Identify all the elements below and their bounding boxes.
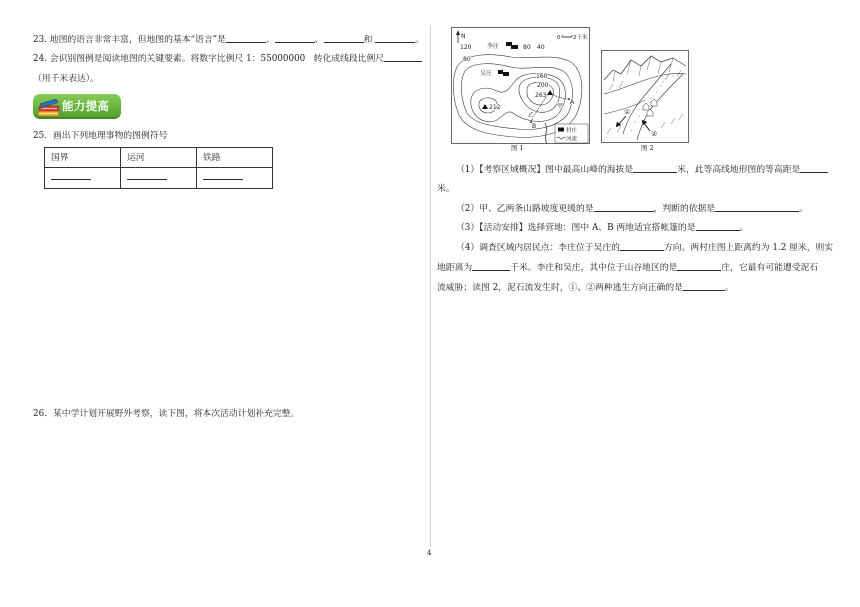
figure-border: [602, 51, 689, 143]
question-24-text-line2: （用千米表达）。: [33, 74, 99, 84]
question-24-continued: [33, 73, 99, 85]
escape-route-label-1: ①: [624, 108, 631, 116]
answer-blank: [620, 243, 664, 251]
point-label-b: B: [532, 123, 537, 130]
answer-blank: [594, 204, 654, 212]
legend-label-river: 河流: [566, 136, 578, 143]
answer-blank: [384, 54, 422, 62]
answer-blank: [800, 165, 828, 173]
village-label-lizhuang: 李庄: [487, 43, 500, 50]
part-1-text: 米，此等高线地形图的等高距是: [677, 165, 801, 175]
part-1-text: 米。: [437, 184, 455, 194]
part-3-text: （3）【活动安排】选择营地：图中 A、B 两地适宜搭帐篷的是: [456, 223, 696, 233]
contour-value-label: 80: [463, 56, 471, 63]
part-4-text: （4）调查区域内居民点：李庄位于吴庄的: [456, 243, 620, 253]
part-4-text: 千米。李庄和吴庄，其中位于山谷地区的是: [510, 263, 678, 273]
sentence-end: 。: [415, 35, 424, 45]
answer-blank: [715, 204, 799, 212]
contour-value-label: 120: [460, 44, 472, 51]
answer-blank: [324, 35, 364, 43]
separator: 、: [314, 35, 324, 45]
answer-blank: [127, 172, 167, 180]
question-26-part-1-continued: [437, 183, 455, 195]
contour-value-label: 40: [537, 44, 545, 51]
legend-label-village: 村庄: [566, 128, 578, 134]
header-cell-canal: 运河: [121, 148, 197, 168]
answer-blank: [51, 172, 91, 180]
part-2-text: 。: [799, 204, 808, 214]
contour-value-label: 200: [537, 82, 549, 89]
part-4-text: 地距离为: [437, 263, 473, 273]
answer-blank: [683, 283, 725, 291]
question-26-part-2: [456, 203, 808, 215]
path-label-yi: 乙: [528, 112, 535, 119]
answer-blank: [375, 35, 415, 43]
question-25: [33, 130, 167, 142]
section-badge-label: 能力提高: [62, 99, 110, 113]
conjunction: 和: [363, 35, 376, 45]
question-25-text: 25．画出下列地理事物的图例符号: [33, 131, 168, 141]
figure-1-caption: 图 1: [511, 144, 524, 152]
answer-blank: [226, 35, 266, 43]
page-number: 4: [427, 549, 432, 557]
question-26-part-1: [456, 164, 828, 176]
scale-start-label: 0: [557, 35, 561, 41]
answer-cell: [121, 168, 197, 189]
answer-blank: [472, 263, 510, 271]
contour-map-figure: [451, 27, 590, 144]
answer-blank: [633, 165, 677, 173]
part-1-text: （1）【考察区域概况】图中最高山峰的海拔是: [456, 165, 634, 175]
question-26-part-4: [456, 242, 833, 254]
question-24-text: 24. 会识别图例是阅读地图的关键要素。将数字比例尺 1：55000000 转化成线段比例尺: [33, 54, 385, 64]
contour-value-label: 80: [523, 44, 531, 51]
question-24: [33, 53, 422, 65]
answer-cell: [45, 168, 121, 189]
answer-blank: [275, 35, 315, 43]
question-26-part-4-line-3: [437, 282, 734, 294]
escape-route-label-2: ②: [651, 130, 658, 138]
column-divider: [430, 25, 431, 547]
table-header-row: [45, 148, 273, 168]
question-26-part-3: [456, 222, 748, 234]
question-26: [33, 408, 299, 420]
peak-elevation-label: 263: [535, 92, 547, 99]
contour-value-label: 160: [536, 73, 548, 80]
answer-blank: [696, 223, 740, 231]
path-label-jia: 甲: [557, 103, 564, 110]
question-23-text: 23. 地图的语言非常丰富，但地图的基本“语言”是: [33, 35, 226, 45]
part-2-text: ，判断的依据是: [653, 204, 716, 214]
part-4-text: 。: [724, 283, 734, 293]
question-26-text: 26．某中学计划开展野外考察，读下图，将本次活动计划补充完整。: [33, 409, 300, 419]
figure-2-caption: 图 2: [641, 144, 654, 152]
header-cell-national-border: 国界: [45, 148, 121, 168]
debris-flow-sketch-figure: [601, 50, 689, 143]
village-label-wuzhuang: 吴庄: [480, 70, 493, 77]
answer-cell: [197, 168, 273, 189]
part-3-text: 。: [739, 223, 749, 233]
peak-elevation-label: 212: [489, 104, 501, 111]
legend-symbol-table: [44, 147, 273, 189]
separator: 、: [265, 35, 275, 45]
north-label: N: [461, 33, 466, 40]
header-cell-railway: 铁路: [197, 148, 273, 168]
part-2-text: （2）甲、乙两条山路坡度更缓的是: [456, 204, 594, 214]
scale-end-label: 2千米: [573, 35, 588, 41]
part-4-text: 流威胁；读图 2，泥石流发生时，①、②两种逃生方向正确的是: [437, 283, 683, 293]
book-stack-icon: [36, 97, 62, 117]
table-answer-row: [45, 168, 273, 189]
part-4-text: 庄，它最有可能遭受泥石: [721, 263, 819, 273]
answer-blank: [677, 263, 721, 271]
point-label-a: A: [570, 99, 575, 106]
part-4-text: 方向。两村庄图上距离约为 1.2 厘米，则实: [663, 243, 834, 253]
village-symbol: [558, 128, 564, 132]
answer-blank: [203, 172, 243, 180]
section-badge: [33, 94, 121, 119]
question-26-part-4-line-2: [437, 262, 818, 274]
question-23: [33, 34, 424, 46]
